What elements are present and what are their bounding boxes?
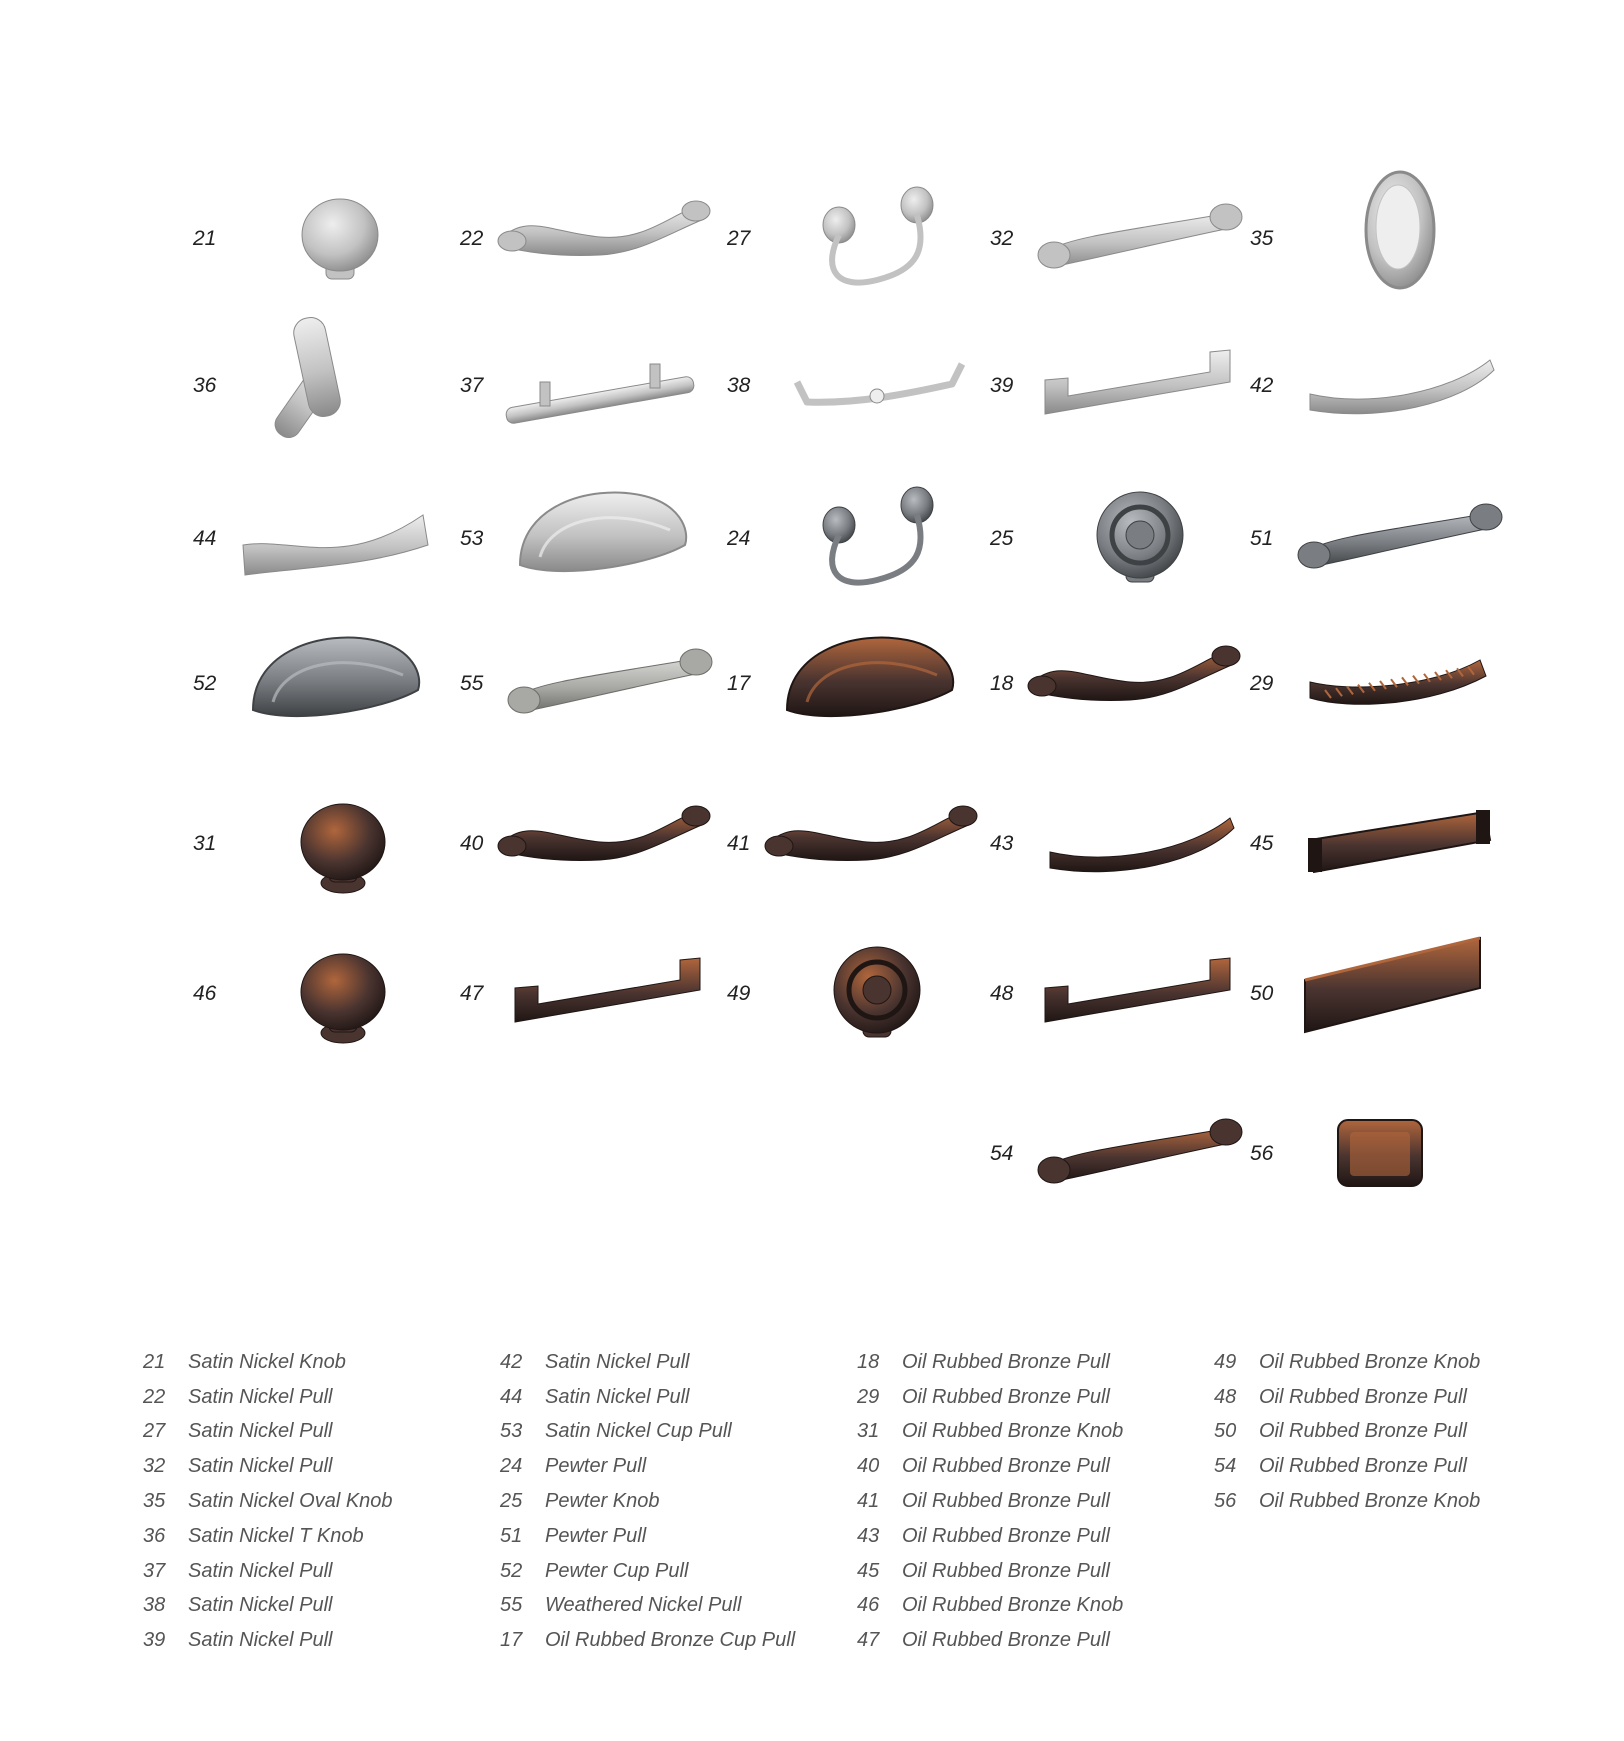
knob-oval-illustration xyxy=(1366,172,1434,288)
legend-entry xyxy=(143,1415,393,1450)
legend-column-2 xyxy=(500,1345,795,1658)
product-image xyxy=(1030,1090,1255,1220)
pull-curve-illustration xyxy=(1050,818,1234,872)
product-number: 42 xyxy=(1250,374,1274,397)
product-item-31 xyxy=(193,780,458,910)
product-number: 53 xyxy=(460,527,484,550)
legend-label: Satin Nickel T Knob xyxy=(188,1524,364,1547)
legend-entry xyxy=(500,1380,795,1415)
legend-number: 43 xyxy=(857,1524,880,1547)
product-item-38 xyxy=(727,322,992,452)
legend-entry xyxy=(1214,1449,1480,1484)
product-image xyxy=(233,322,458,452)
legend-entry xyxy=(857,1415,1123,1450)
product-image xyxy=(233,475,458,605)
legend-label: Oil Rubbed Bronze Cup Pull xyxy=(545,1629,796,1652)
legend-column-3 xyxy=(857,1345,1123,1658)
product-image xyxy=(233,930,458,1060)
legend-number: 21 xyxy=(143,1350,166,1373)
legend-label: Oil Rubbed Bronze Pull xyxy=(902,1385,1110,1408)
product-image xyxy=(1290,930,1515,1060)
product-image xyxy=(233,780,458,910)
legend-number: 55 xyxy=(500,1594,523,1617)
knob-ring-illustration xyxy=(834,947,920,1037)
pull-bail-illustration xyxy=(823,487,933,583)
legend-number: 31 xyxy=(857,1420,880,1443)
product-item-43 xyxy=(990,780,1255,910)
legend-number: 32 xyxy=(143,1455,166,1478)
legend-label: Weathered Nickel Pull xyxy=(545,1594,742,1617)
product-number: 18 xyxy=(990,672,1014,695)
legend-column-4 xyxy=(1214,1345,1480,1519)
legend-number: 40 xyxy=(857,1455,880,1478)
legend-entry xyxy=(500,1519,795,1554)
legend-number: 17 xyxy=(500,1629,523,1652)
product-item-27 xyxy=(727,175,992,305)
pull-arch-illustration xyxy=(1038,1119,1242,1183)
product-item-56 xyxy=(1250,1090,1515,1220)
product-number: 49 xyxy=(727,982,751,1005)
legend-label: Oil Rubbed Bronze Pull xyxy=(902,1350,1110,1373)
pull-curve-illustration xyxy=(1310,360,1494,414)
legend-entry xyxy=(143,1345,393,1380)
legend-label: Pewter Pull xyxy=(545,1455,647,1478)
product-item-51 xyxy=(1250,475,1515,605)
product-item-54 xyxy=(990,1090,1255,1220)
legend-entry xyxy=(1214,1415,1480,1450)
pull-square-illustration xyxy=(515,958,700,1022)
legend-number: 35 xyxy=(143,1490,166,1513)
knob-mushroom-illustration xyxy=(301,804,385,893)
product-number: 17 xyxy=(727,672,751,695)
legend-label: Oil Rubbed Bronze Pull xyxy=(902,1524,1110,1547)
product-item-41 xyxy=(727,780,992,910)
legend-label: Satin Nickel Pull xyxy=(188,1559,333,1582)
product-image xyxy=(233,620,458,750)
legend-entry xyxy=(857,1484,1123,1519)
pull-square-illustration xyxy=(1045,350,1230,414)
product-number: 56 xyxy=(1250,1142,1274,1165)
product-number: 47 xyxy=(460,982,484,1005)
product-item-55 xyxy=(460,620,725,750)
product-item-22 xyxy=(460,175,725,305)
product-item-46 xyxy=(193,930,458,1060)
legend-label: Oil Rubbed Bronze Pull xyxy=(1259,1385,1467,1408)
product-number: 48 xyxy=(990,982,1014,1005)
product-image xyxy=(1030,175,1255,305)
product-number: 29 xyxy=(1250,672,1274,695)
legend-number: 27 xyxy=(143,1420,166,1443)
legend-number: 37 xyxy=(143,1559,166,1582)
product-image xyxy=(1030,780,1255,910)
legend-number: 38 xyxy=(143,1594,166,1617)
legend-number: 36 xyxy=(143,1524,166,1547)
product-image xyxy=(1290,322,1515,452)
legend-label: Oil Rubbed Bronze Knob xyxy=(902,1420,1124,1443)
legend-entry xyxy=(857,1519,1123,1554)
product-item-25 xyxy=(990,475,1255,605)
legend-number: 22 xyxy=(143,1385,166,1408)
legend-entry xyxy=(857,1589,1123,1624)
legend-label: Satin Nickel Pull xyxy=(188,1385,333,1408)
legend-number: 53 xyxy=(500,1420,523,1443)
product-item-17 xyxy=(727,620,992,750)
product-number: 37 xyxy=(460,374,484,397)
product-number: 41 xyxy=(727,832,751,855)
product-image xyxy=(1290,175,1515,305)
product-number: 24 xyxy=(727,527,751,550)
legend-number: 54 xyxy=(1214,1455,1237,1478)
knob-mushroom-illustration xyxy=(301,954,385,1043)
legend-label: Satin Nickel Pull xyxy=(188,1594,333,1617)
legend-entry xyxy=(857,1623,1123,1658)
product-item-42 xyxy=(1250,322,1515,452)
product-item-53 xyxy=(460,475,725,605)
product-item-47 xyxy=(460,930,725,1060)
legend-entry xyxy=(1214,1380,1480,1415)
product-number: 38 xyxy=(727,374,751,397)
product-number: 35 xyxy=(1250,227,1274,250)
pull-rope-illustration xyxy=(1310,660,1486,704)
product-image xyxy=(500,475,725,605)
legend-label: Oil Rubbed Bronze Pull xyxy=(902,1490,1110,1513)
product-number: 22 xyxy=(460,227,484,250)
pull-arch-illustration xyxy=(1298,504,1502,568)
product-number: 46 xyxy=(193,982,217,1005)
legend-label: Satin Nickel Pull xyxy=(545,1350,690,1373)
legend-number: 41 xyxy=(857,1490,880,1513)
legend-number: 50 xyxy=(1214,1420,1237,1443)
legend-label: Pewter Knob xyxy=(545,1490,660,1513)
product-number: 36 xyxy=(193,374,217,397)
product-image xyxy=(767,475,992,605)
legend-label: Oil Rubbed Bronze Pull xyxy=(1259,1455,1467,1478)
pull-bow-illustration xyxy=(498,806,710,861)
product-number: 21 xyxy=(193,227,217,250)
legend-entry xyxy=(143,1449,393,1484)
product-item-49 xyxy=(727,930,992,1060)
product-item-50 xyxy=(1250,930,1515,1060)
pull-bow-illustration xyxy=(765,806,977,861)
legend-label: Satin Nickel Pull xyxy=(545,1385,690,1408)
legend-label: Oil Rubbed Bronze Pull xyxy=(902,1629,1110,1652)
legend-label: Oil Rubbed Bronze Pull xyxy=(902,1455,1110,1478)
pull-square-illustration xyxy=(1045,958,1230,1022)
pull-cup-illustration xyxy=(253,638,419,717)
product-image xyxy=(500,322,725,452)
legend-number: 29 xyxy=(857,1385,880,1408)
legend-number: 44 xyxy=(500,1385,523,1408)
product-item-40 xyxy=(460,780,725,910)
legend-label: Oil Rubbed Bronze Knob xyxy=(1259,1350,1481,1373)
pull-plate-illustration xyxy=(1305,938,1480,1032)
product-image xyxy=(767,175,992,305)
legend-entry xyxy=(143,1554,393,1589)
product-item-52 xyxy=(193,620,458,750)
legend-label: Satin Nickel Pull xyxy=(188,1420,333,1443)
legend-number: 45 xyxy=(857,1559,880,1582)
product-item-44 xyxy=(193,475,458,605)
legend-number: 24 xyxy=(500,1455,523,1478)
product-item-24 xyxy=(727,475,992,605)
product-number: 40 xyxy=(460,832,484,855)
legend-number: 42 xyxy=(500,1350,523,1373)
product-image xyxy=(500,930,725,1060)
product-image xyxy=(1030,322,1255,452)
pull-bow-illustration xyxy=(1028,646,1240,701)
legend-entry xyxy=(857,1380,1123,1415)
product-image xyxy=(767,322,992,452)
legend-label: Oil Rubbed Bronze Pull xyxy=(1259,1420,1467,1443)
legend-number: 52 xyxy=(500,1559,523,1582)
product-number: 44 xyxy=(193,527,217,550)
legend-label: Satin Nickel Oval Knob xyxy=(188,1490,393,1513)
legend-entry xyxy=(143,1380,393,1415)
knob-rect-illustration xyxy=(1338,1120,1422,1186)
product-number: 54 xyxy=(990,1142,1014,1165)
product-image xyxy=(1290,1090,1515,1220)
product-number: 43 xyxy=(990,832,1014,855)
legend-number: 48 xyxy=(1214,1385,1237,1408)
product-item-29 xyxy=(1250,620,1515,750)
product-item-32 xyxy=(990,175,1255,305)
product-item-48 xyxy=(990,930,1255,1060)
legend-number: 46 xyxy=(857,1594,880,1617)
pull-arch-illustration xyxy=(1038,204,1242,268)
product-image xyxy=(233,175,458,305)
legend-number: 47 xyxy=(857,1629,880,1652)
product-number: 50 xyxy=(1250,982,1274,1005)
legend-label: Oil Rubbed Bronze Knob xyxy=(902,1594,1124,1617)
product-number: 55 xyxy=(460,672,484,695)
legend-label: Satin Nickel Cup Pull xyxy=(545,1420,732,1443)
product-number: 45 xyxy=(1250,832,1274,855)
pull-arch-illustration xyxy=(508,649,712,713)
pull-bar-illustration xyxy=(505,364,695,424)
product-image xyxy=(1030,930,1255,1060)
legend-entry xyxy=(500,1623,795,1658)
legend-entry xyxy=(143,1484,393,1519)
product-item-35 xyxy=(1250,175,1515,305)
knob-ring-illustration xyxy=(1097,492,1183,582)
pull-wire-illustration xyxy=(797,364,962,403)
product-item-39 xyxy=(990,322,1255,452)
product-number: 32 xyxy=(990,227,1014,250)
legend-number: 18 xyxy=(857,1350,880,1373)
legend-label: Satin Nickel Pull xyxy=(188,1455,333,1478)
legend-entry xyxy=(1214,1484,1480,1519)
product-number: 31 xyxy=(193,832,217,855)
product-legend xyxy=(0,1345,1624,1685)
legend-entry xyxy=(143,1519,393,1554)
product-number: 27 xyxy=(727,227,751,250)
legend-entry xyxy=(500,1484,795,1519)
product-image xyxy=(1290,620,1515,750)
product-image xyxy=(767,780,992,910)
pull-bail-illustration xyxy=(823,187,933,283)
product-image xyxy=(500,175,725,305)
knob-round-illustration xyxy=(302,199,378,279)
product-image xyxy=(500,780,725,910)
product-number: 39 xyxy=(990,374,1014,397)
product-number: 52 xyxy=(193,672,217,695)
legend-entry xyxy=(500,1449,795,1484)
legend-entry xyxy=(857,1345,1123,1380)
product-image xyxy=(767,930,992,1060)
legend-label: Satin Nickel Pull xyxy=(188,1629,333,1652)
product-item-36 xyxy=(193,322,458,452)
legend-entry xyxy=(500,1589,795,1624)
legend-number: 49 xyxy=(1214,1350,1237,1373)
legend-label: Satin Nickel Knob xyxy=(188,1350,346,1373)
legend-entry xyxy=(500,1554,795,1589)
product-number: 51 xyxy=(1250,527,1274,550)
product-image xyxy=(1290,475,1515,605)
product-item-45 xyxy=(1250,780,1515,910)
legend-entry xyxy=(1214,1345,1480,1380)
legend-entry xyxy=(857,1554,1123,1589)
legend-label: Oil Rubbed Bronze Pull xyxy=(902,1559,1110,1582)
legend-label: Pewter Cup Pull xyxy=(545,1559,689,1582)
product-image xyxy=(1030,475,1255,605)
product-item-21 xyxy=(193,175,458,305)
pull-wave-illustration xyxy=(243,515,428,575)
legend-number: 51 xyxy=(500,1524,523,1547)
product-item-37 xyxy=(460,322,725,452)
product-image xyxy=(767,620,992,750)
product-image xyxy=(1030,620,1255,750)
legend-entry xyxy=(500,1415,795,1450)
legend-number: 39 xyxy=(143,1629,166,1652)
pull-cup-illustration xyxy=(520,493,686,572)
legend-label: Oil Rubbed Bronze Knob xyxy=(1259,1490,1481,1513)
legend-column-1 xyxy=(143,1345,393,1658)
legend-number: 56 xyxy=(1214,1490,1237,1513)
legend-label: Pewter Pull xyxy=(545,1524,647,1547)
legend-number: 25 xyxy=(500,1490,523,1513)
legend-entry xyxy=(143,1589,393,1624)
pull-cup-illustration xyxy=(787,638,953,717)
product-item-18 xyxy=(990,620,1255,750)
pull-bow-illustration xyxy=(498,201,710,256)
legend-entry xyxy=(857,1449,1123,1484)
product-image xyxy=(1290,780,1515,910)
legend-entry xyxy=(500,1345,795,1380)
knob-t-illustration xyxy=(270,315,343,442)
product-number: 25 xyxy=(990,527,1014,550)
product-image xyxy=(500,620,725,750)
legend-entry xyxy=(143,1623,393,1658)
pull-flat-illustration xyxy=(1308,810,1490,872)
